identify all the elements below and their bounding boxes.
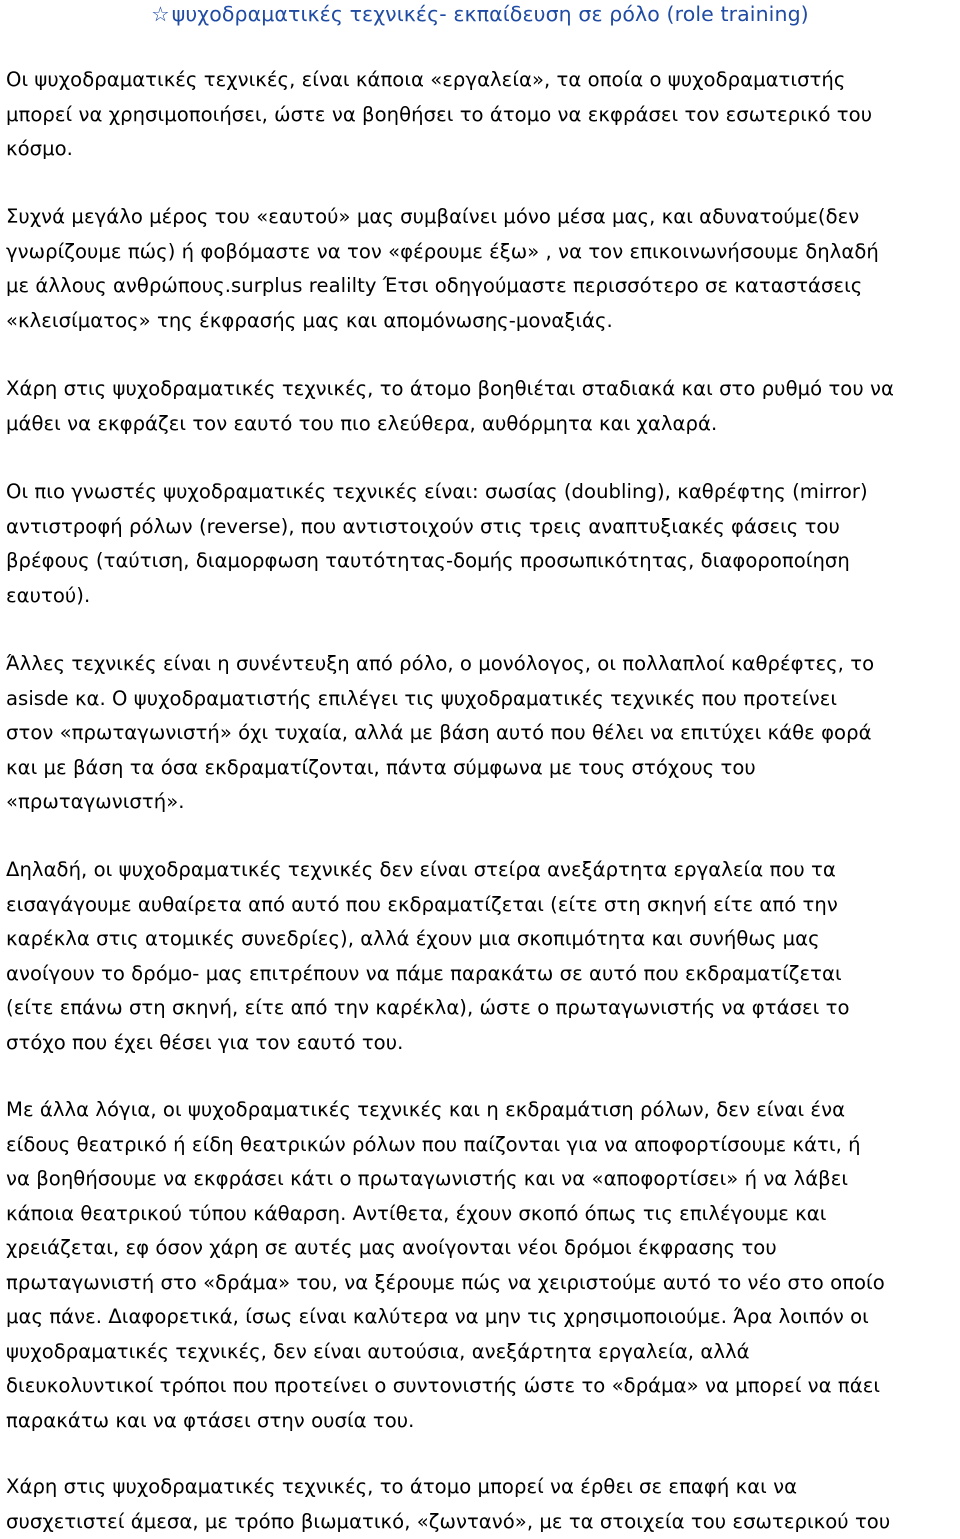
paragraph-in-other-words — [6, 1093, 958, 1438]
text-line: εισαγάγουμε αυθαίρετα από αυτό που εκδραματίζεται (είτε στη σκηνή είτε από την — [6, 888, 958, 923]
text-line: Χάρη στις ψυχοδραματικές τεχνικές, το άτομο μπορεί να έρθει σε επαφή και να — [6, 1470, 958, 1505]
text-line: Χάρη στις ψυχοδραματικές τεχνικές, το άτομο βοηθιέται σταδιακά και στο ρυθμό του να — [6, 372, 958, 407]
star-outline-icon: ☆ — [151, 2, 169, 26]
paragraph-purpose — [6, 853, 958, 1060]
text-line: στον «πρωταγωνιστή» όχι τυχαία, αλλά με βάση αυτό που θέλει να επιτύχει κάθε φορά — [6, 716, 958, 751]
text-line: διευκολυντικοί τρόποι που προτείνει ο συντονιστής ώστε το «δράμα» να μπορεί να πάει — [6, 1369, 958, 1404]
text-line: Συχνά μεγάλο μέρος του «εαυτού» μας συμβαίνει μόνο μέσα μας, και αδυνατούμε(δεν — [6, 200, 958, 235]
paragraph-contact — [6, 1470, 958, 1539]
text-line: κόσμο. — [6, 132, 958, 167]
text-line: χρειάζεται, εφ όσον χάρη σε αυτές μας ανοίγονται νέοι δρόμοι έκφρασης του — [6, 1231, 958, 1266]
text-line: αντιστροφή ρόλων (reverse), που αντιστοιχούν στις τρεις αναπτυξιακές φάσεις του — [6, 510, 958, 545]
text-line: μάθει να εκφράζει τον εαυτό του πιο ελεύθερα, αυθόρμητα και χαλαρά. — [6, 407, 958, 442]
paragraph-other-techniques — [6, 647, 958, 820]
paragraph-self — [6, 200, 958, 338]
paragraph-known-techniques — [6, 475, 958, 613]
text-line: Με άλλα λόγια, οι ψυχοδραματικές τεχνικές και η εκδραμάτιση ρόλων, δεν είναι ένα — [6, 1093, 958, 1128]
text-line: μπορεί να χρησιμοποιήσει, ώστε να βοηθήσει το άτομο να εκφράσει τον εσωτερικό του — [6, 98, 958, 133]
text-line: (είτε επάνω στη σκηνή, είτε από την καρέκλα), ώστε ο πρωταγωνιστής να φτάσει το — [6, 991, 958, 1026]
text-line: μας πάνε. Διαφορετικά, ίσως είναι καλύτερα να μην τις χρησιμοποιούμε. Άρα λοιπόν οι — [6, 1300, 958, 1335]
document-title-text: ψυχοδραματικές τεχνικές- εκπαίδευση σε ρόλο (role training) — [172, 2, 809, 26]
text-line: και με βάση τα όσα εκδραματίζονται, πάντα σύμφωνα με τους στόχους του — [6, 751, 958, 786]
text-line: Δηλαδή, οι ψυχοδραματικές τεχνικές δεν είναι στείρα ανεξάρτητα εργαλεία που τα — [6, 853, 958, 888]
text-line: κάποια θεατρικού τύπου κάθαρση. Αντίθετα, έχουν σκοπό όπως τις επιλέγουμε και — [6, 1197, 958, 1232]
text-line: να βοηθήσουμε να εκφράσει κάτι ο πρωταγωνιστής και να «αποφορτίσει» ή να λάβει — [6, 1162, 958, 1197]
text-line: «κλεισίματος» της έκφρασής μας και απομόνωσης-μοναξιάς. — [6, 304, 958, 339]
text-line: ψυχοδραματικές τεχνικές, δεν είναι αυτούσια, ανεξάρτητα εργαλεία, αλλά — [6, 1335, 958, 1370]
text-line: γνωρίζουμε πώς) ή φοβόμαστε να τον «φέρουμε έξω» , να τον επικοινωνήσουμε δηλαδή — [6, 235, 958, 270]
text-line: βρέφους (ταύτιση, διαμορφωση ταυτότητας-δομής προσωπικότητας, διαφοροποίηση — [6, 544, 958, 579]
text-line: εαυτού). — [6, 579, 958, 614]
paragraph-benefit — [6, 372, 958, 441]
text-line: με άλλους ανθρώπους.surplus realilty Έτσι οδηγούμαστε περισσότερο σε καταστάσεις — [6, 269, 958, 304]
text-line: παρακάτω και να φτάσει στην ουσία του. — [6, 1404, 958, 1439]
text-line: είδους θεατρικό ή είδη θεατρικών ρόλων που παίζονται για να αποφορτίσουμε κάτι, ή — [6, 1128, 958, 1163]
text-line: «πρωταγωνιστή». — [6, 785, 958, 820]
text-line: ανοίγουν το δρόμο- μας επιτρέπουν να πάμε παρακάτω σε αυτό που εκδραματίζεται — [6, 957, 958, 992]
document-title — [0, 0, 960, 28]
text-line: πρωταγωνιστή στο «δράμα» του, να ξέρουμε πώς να χειριστούμε αυτό το νέο στο οποίο — [6, 1266, 958, 1301]
text-line: Οι ψυχοδραματικές τεχνικές, είναι κάποια «εργαλεία», τα οποία ο ψυχοδραματιστής — [6, 63, 958, 98]
text-line: Άλλες τεχνικές είναι η συνέντευξη από ρόλο, ο μονόλογος, οι πολλαπλοί καθρέφτες, το — [6, 647, 958, 682]
text-line: συσχετιστεί άμεσα, με τρόπο βιωματικό, «ζωντανό», με τα στοιχεία του εσωτερικού του — [6, 1505, 958, 1539]
text-line: Οι πιο γνωστές ψυχοδραματικές τεχνικές είναι: σωσίας (doubling), καθρέφτης (mirror) — [6, 475, 958, 510]
text-line: καρέκλα στις ατομικές συνεδρίες), αλλά έχουν μια σκοπιμότητα και συνήθως μας — [6, 922, 958, 957]
text-line: asisde κα. Ο ψυχοδραματιστής επιλέγει τις ψυχοδραματικές τεχνικές που προτείνει — [6, 682, 958, 717]
paragraph-intro — [6, 63, 958, 167]
text-line: στόχο που έχει θέσει για τον εαυτό του. — [6, 1026, 958, 1061]
